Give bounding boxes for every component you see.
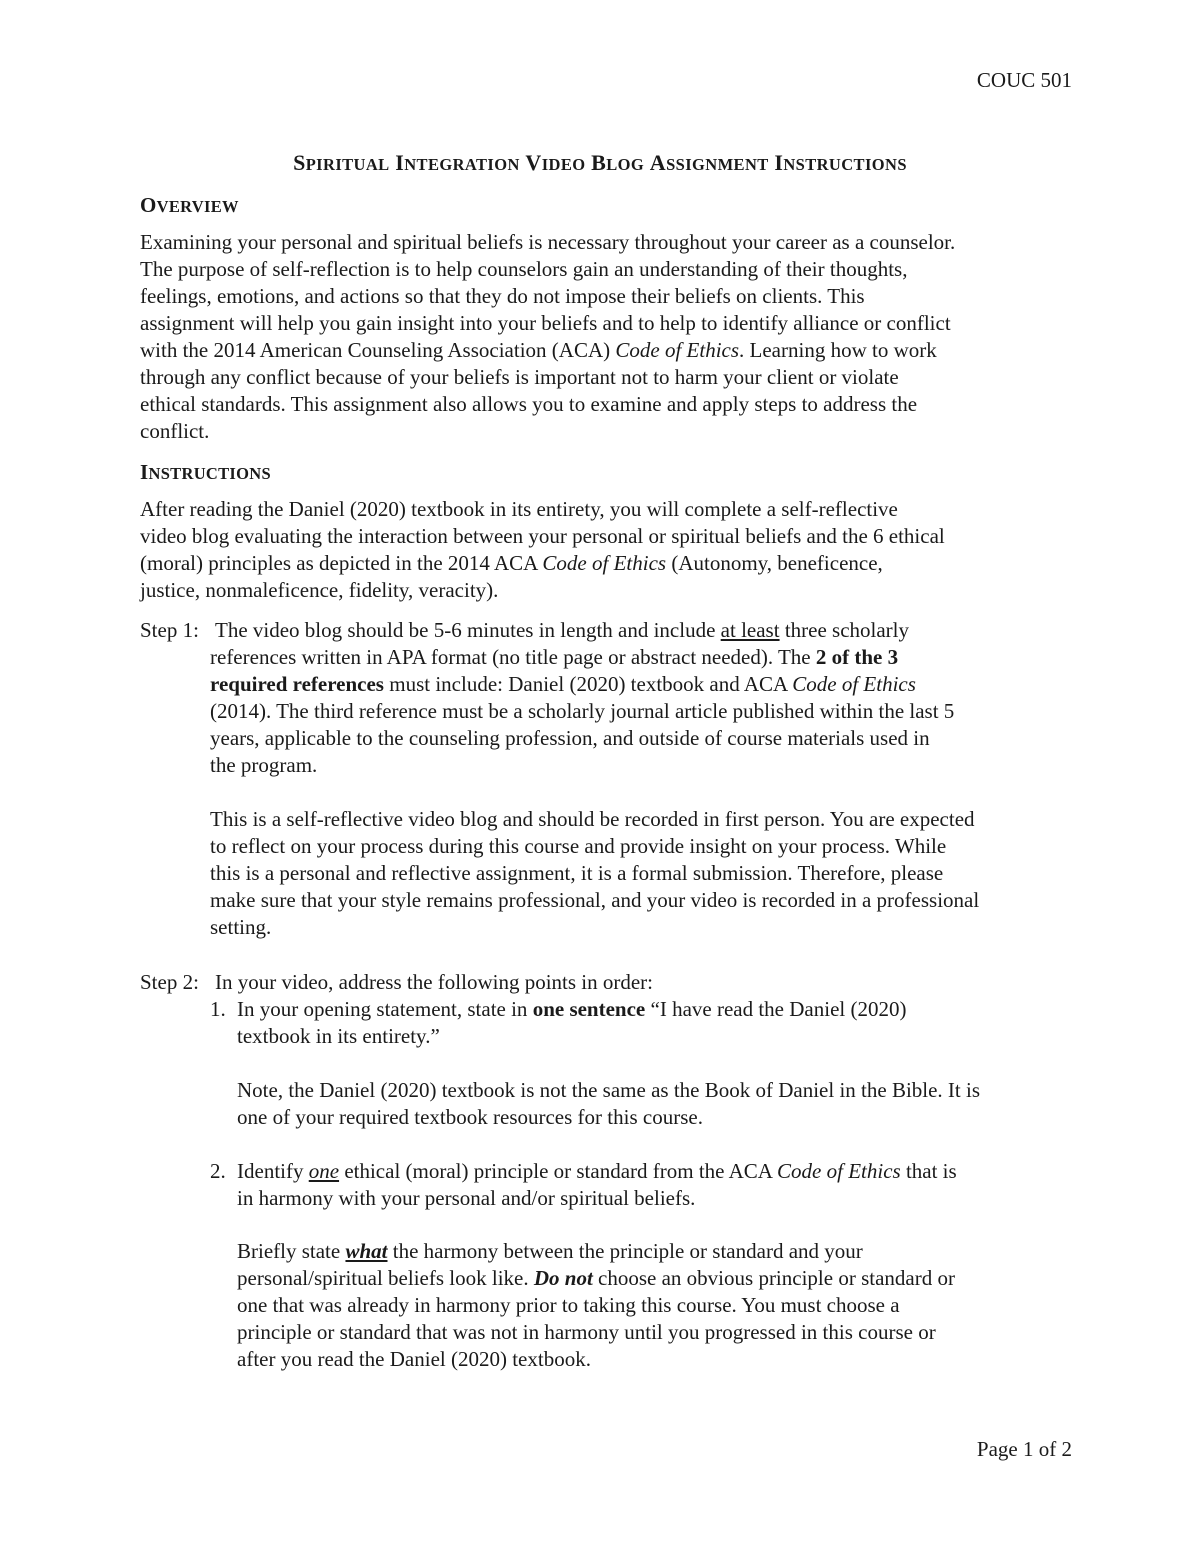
step2-intro: In your video, address the following points in order: bbox=[215, 970, 654, 994]
page-number: Page 1 of 2 bbox=[976, 1437, 1072, 1461]
step1-label: Step 1: bbox=[140, 618, 199, 642]
list-item-1-note: Note, the Daniel (2020) textbook is not the same as the Book of Daniel in the Bible. It is one of your required textbook resources for this course. bbox=[237, 1078, 981, 1129]
list-item-1-number: 1. bbox=[210, 997, 226, 1021]
overview-line: assignment will help you gain insight into your beliefs and to help to identify alliance or conflict bbox=[140, 311, 951, 335]
overview-paragraph bbox=[140, 229, 1080, 445]
overview-line: conflict. bbox=[140, 419, 210, 443]
document-title: SPIRITUAL INTEGRATION VIDEO BLOG ASSIGNMENT INSTRUCTIONS bbox=[293, 150, 907, 175]
step1-paragraph: references written in APA format (no title page or abstract needed). The 2 of the 3 required references must include: Daniel (2020) textbook and ACA Code of Ethics (2014). The third reference must be a scholarly journal article published within the last 5 years, applicable to the counseling profession, and outside of course materials used in the program. bbox=[210, 645, 955, 777]
instructions-heading: INSTRUCTIONS bbox=[140, 460, 271, 484]
step1-first-line: The video blog should be 5-6 minutes in length and include at least three scholarly bbox=[215, 618, 910, 642]
list-item-2-number: 2. bbox=[210, 1159, 226, 1183]
course-code: COUC 501 bbox=[976, 68, 1072, 92]
overview-line: ethical standards. This assignment also allows you to examine and apply steps to address the bbox=[140, 392, 918, 416]
step2-label: Step 2: bbox=[140, 970, 199, 994]
list-item-2-detail: Briefly state what the harmony between the principle or standard and your personal/spiritual beliefs look like. Do not choose an obvious principle or standard or one that was already in harmony prior to taking this course. You must choose a principle or standard that was not in harmony until you progressed in this course or after you read the Daniel (2020) textbook. bbox=[237, 1239, 955, 1371]
overview-heading: OVERVIEW bbox=[140, 193, 239, 217]
overview-line: Examining your personal and spiritual beliefs is necessary throughout your career as a counselor. bbox=[140, 230, 956, 254]
list-item-2: Identify one ethical (moral) principle or standard from the ACA Code of Ethics that is in harmony with your personal and/or spiritual beliefs. bbox=[237, 1159, 957, 1210]
list-item-1: In your opening statement, state in one sentence “I have read the Daniel (2020) textbook in its entirety.” bbox=[237, 997, 907, 1048]
overview-line: feelings, emotions, and actions so that they do not impose their beliefs on clients. This bbox=[140, 284, 865, 308]
overview-line: with the 2014 American Counseling Association (ACA) Code of Ethics. Learning how to work bbox=[140, 338, 937, 362]
instructions-paragraph: After reading the Daniel (2020) textbook in its entirety, you will complete a self-reflective video blog evaluating the interaction between your personal or spiritual beliefs and the 6 ethical (moral) principles as depicted in the 2014 ACA Code of Ethics (Autonomy, beneficence, justice, nonmaleficence, fidelity, veracity). bbox=[140, 497, 945, 602]
step1-reflection-paragraph: This is a self-reflective video blog and should be recorded in first person. You are expected to reflect on your process during this course and provide insight on your process. While this is a personal and reflective assignment, it is a formal submission. Therefore, please make sure that your style remains professional, and your video is recorded in a professional setting. bbox=[210, 807, 980, 939]
overview-line: The purpose of self-reflection is to help counselors gain an understanding of their thoughts, bbox=[140, 257, 908, 281]
overview-line: through any conflict because of your beliefs is important not to harm your client or violate bbox=[140, 365, 899, 389]
